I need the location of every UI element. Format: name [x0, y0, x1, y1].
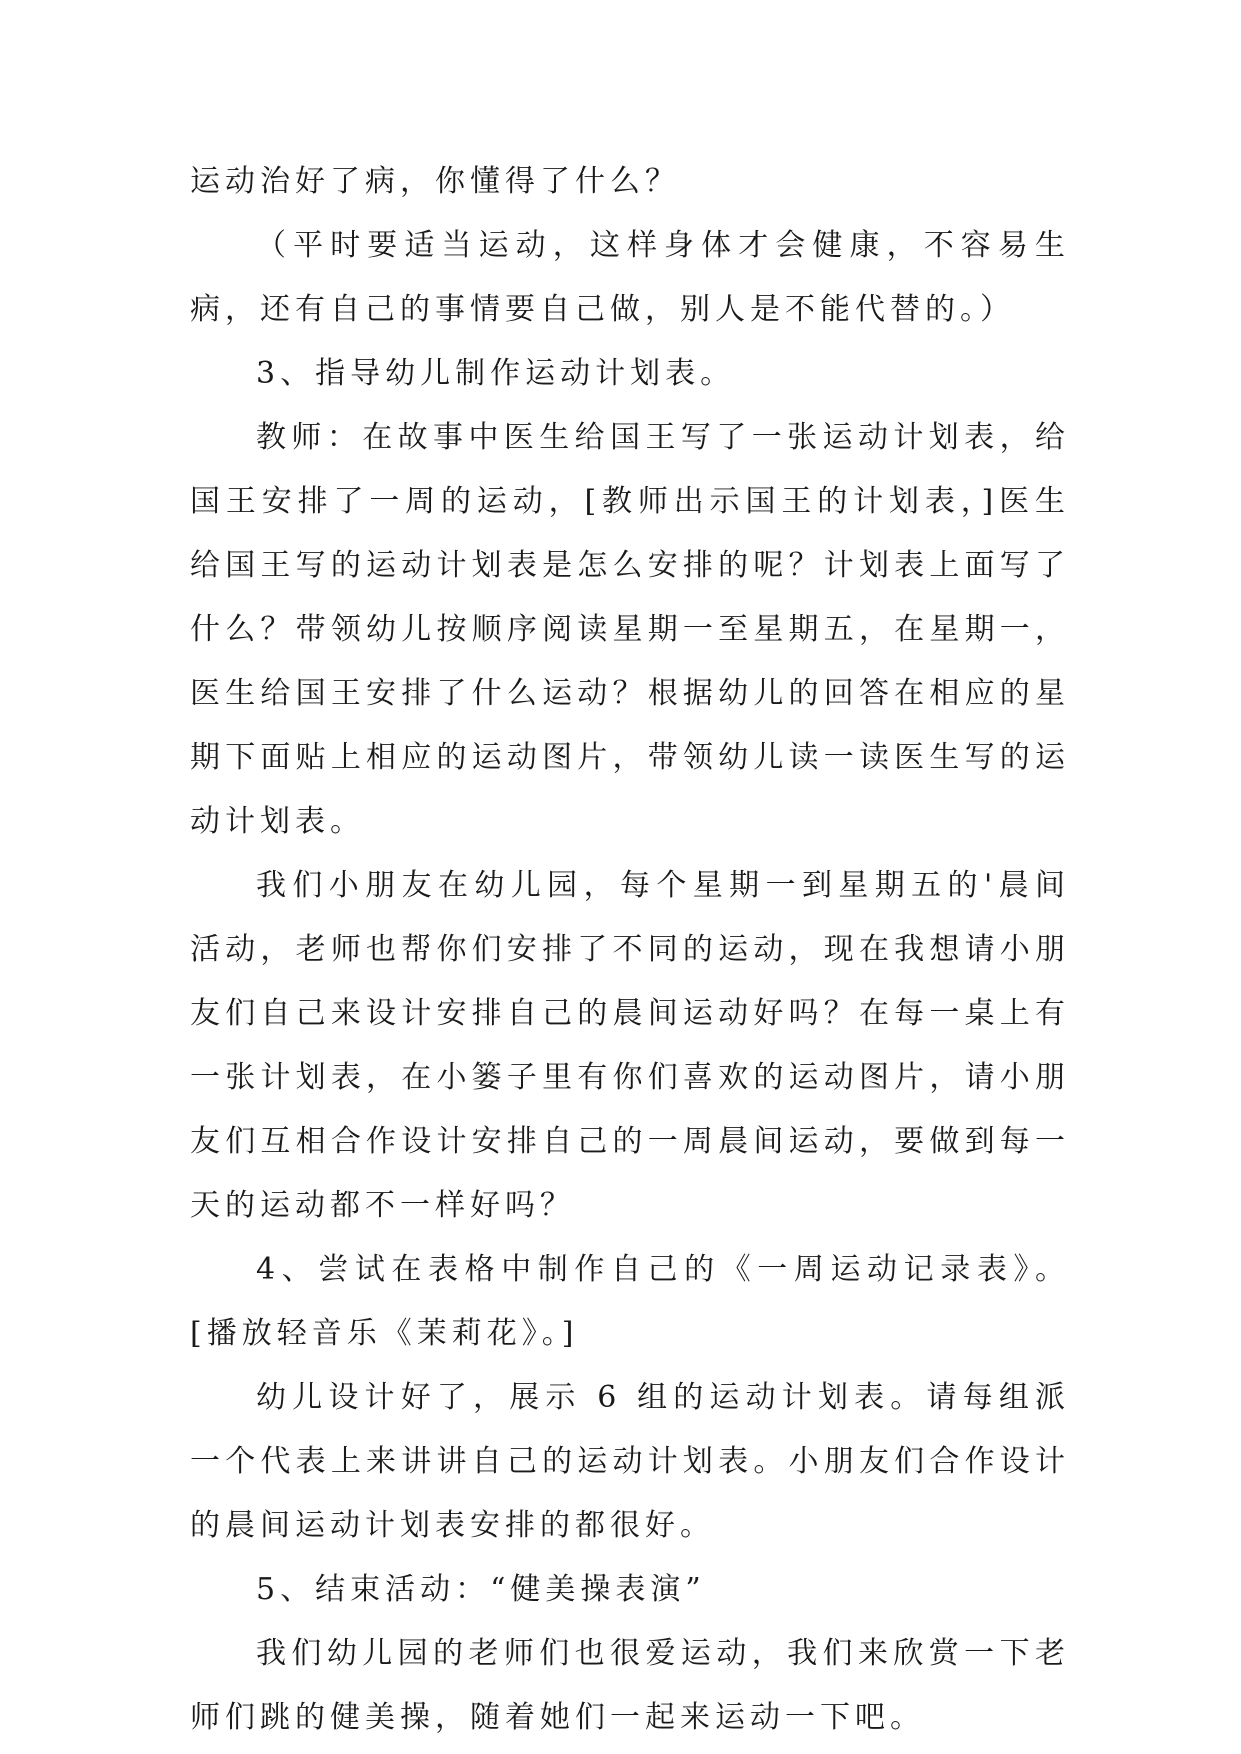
paragraph-7: 幼儿设计好了，展示 6 组的运动计划表。请每组派一个代表上来讲讲自己的运动计划表。小朋友们合作设计的晨间运动计划表安排的都很好。	[190, 1380, 1070, 1543]
paragraph-6-heading: 4、尝试在表格中制作自己的《一周运动记录表》。[播放轻音乐《茉莉花》。]	[190, 1252, 1070, 1351]
paragraph-3-heading: 3、指导幼儿制作运动计划表。	[256, 356, 736, 391]
paragraph-2: （平时要适当运动，这样身体才会健康，不容易生病，还有自己的事情要自己做，别人是不能代替的。）	[190, 228, 1070, 327]
paragraph-1: 运动治好了病，你懂得了什么？	[190, 164, 680, 199]
document-body	[190, 150, 1070, 1750]
paragraph-8-heading: 5、结束活动：“健美操表演”	[256, 1572, 706, 1607]
paragraph-5: 我们小朋友在幼儿园，每个星期一到星期五的'晨间活动，老师也帮你们安排了不同的运动，现在我想请小朋友们自己来设计安排自己的晨间运动好吗？在每一桌上有一张计划表，在小篓子里有你们喜欢的运动图片，请小朋友们互相合作设计安排自己的一周晨间运动，要做到每一天的运动都不一样好吗？	[190, 868, 1070, 1223]
paragraph-9: 我们幼儿园的老师们也很爱运动，我们来欣赏一下老师们跳的健美操，随着她们一起来运动一下吧。	[190, 1636, 1070, 1735]
paragraph-4: 教师：在故事中医生给国王写了一张运动计划表，给国王安排了一周的运动，[教师出示国王的计划表，]医生给国王写的运动计划表是怎么安排的呢？计划表上面写了什么？带领幼儿按顺序阅读星期一至星期五，在星期一，医生给国王安排了什么运动？根据幼儿的回答在相应的星期下面贴上相应的运动图片，带领幼儿读一读医生写的运动计划表。	[190, 420, 1070, 839]
